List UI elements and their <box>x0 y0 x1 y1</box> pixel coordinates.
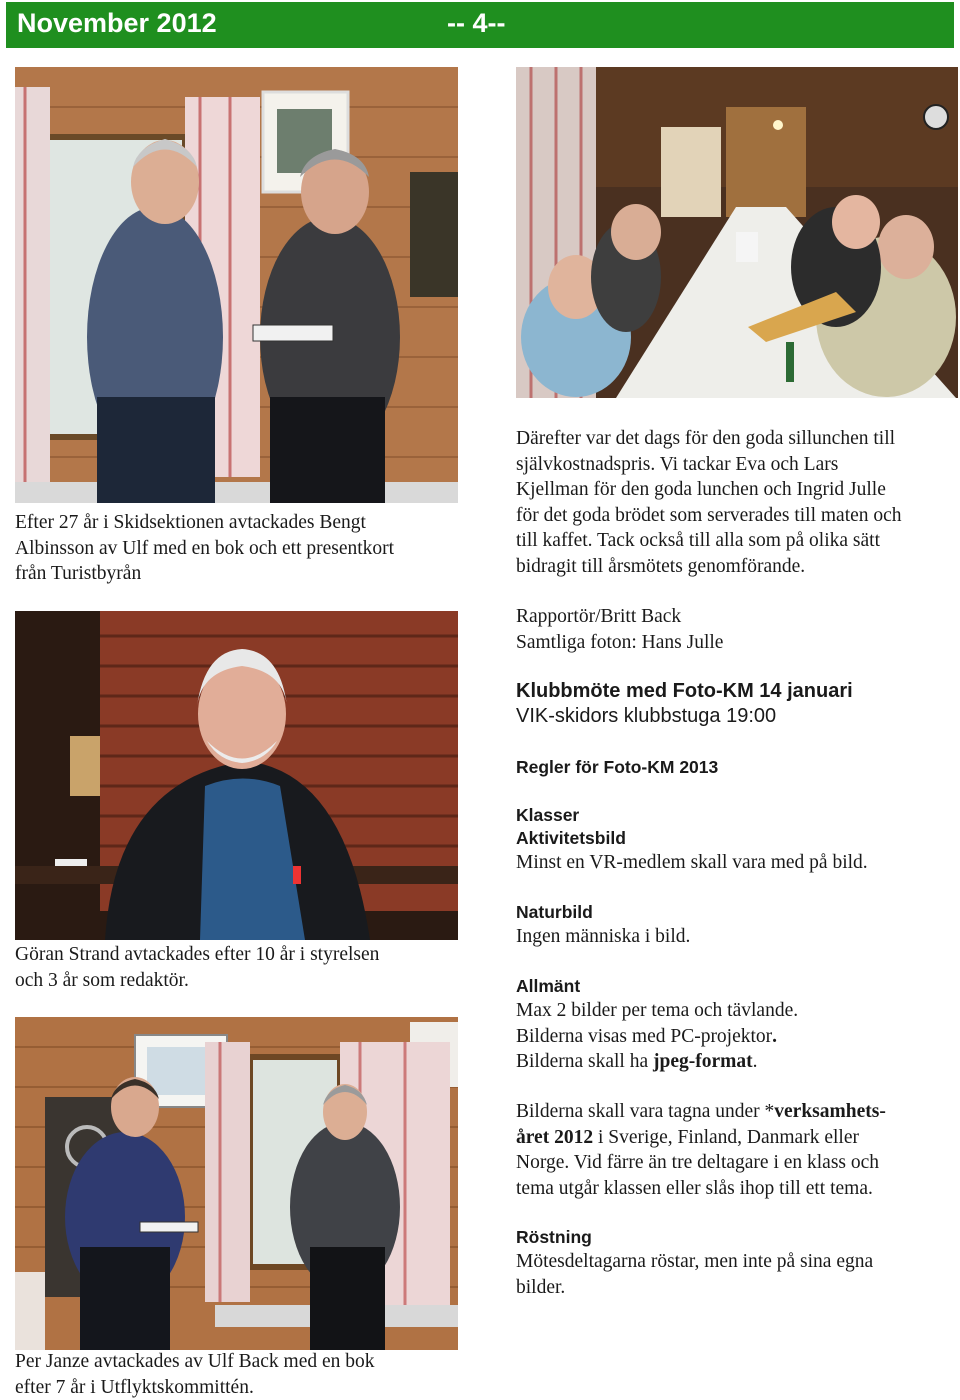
article-line: självkostnadspris. Vi tackar Eva och Lars <box>516 453 839 475</box>
caption-line: Göran Strand avtackades efter 10 år i styrelsen <box>15 944 380 965</box>
caption-line: Per Janze avtackades av Ulf Back med en bok <box>15 1351 375 1372</box>
article-line: Kjellman för den goda lunchen och Ingrid Julle <box>516 479 886 500</box>
rules-classes <box>516 804 956 876</box>
meeting-announcement <box>516 679 956 729</box>
nature-text: Ingen människa i bild. <box>516 926 691 947</box>
meeting-location: VIK-skidors klubbstuga 19:00 <box>516 705 777 727</box>
classes-heading: Klasser <box>516 805 580 825</box>
photo-dinner-table <box>516 67 958 398</box>
article-line: till kaffet. Tack också till alla som på olika sätt <box>516 530 880 551</box>
rules-nature <box>516 901 956 950</box>
text-run-bold: verksamhets- <box>774 1101 886 1122</box>
text-run: i Sverige, Finland, Danmark eller <box>593 1126 859 1148</box>
article-line: för det goda brödet som serverades till maten och <box>516 504 902 526</box>
general-line: Max 2 bilder per tema och tävlande. <box>516 1000 799 1021</box>
rules-period <box>516 1099 956 1201</box>
article-lunch <box>516 426 956 579</box>
rules-voting <box>516 1226 956 1300</box>
photo-two-men-presentation <box>15 67 458 503</box>
general-line <box>516 1024 956 1050</box>
text-run-bold: jpeg-format <box>653 1051 753 1072</box>
rules-title: Regler för Foto-KM 2013 <box>516 757 719 777</box>
article-line: bidragit till årsmötets genomförande. <box>516 555 806 577</box>
photo-goran-strand <box>15 611 458 940</box>
caption-goran-strand <box>15 942 455 993</box>
meeting-title: Klubbmöte med Foto-KM 14 januari <box>516 680 853 702</box>
photographer-credit: Samtliga foton: Hans Julle <box>516 631 724 653</box>
text-run: Bilderna skall vara tagna under * <box>516 1101 775 1122</box>
text-run: Bilderna visas med PC-projektor <box>516 1025 773 1047</box>
period-line: tema utgår klassen eller slås ihop till ett tema. <box>516 1177 873 1199</box>
voting-heading: Röstning <box>516 1227 592 1247</box>
caption-line: Albinsson av Ulf med en bok och ett presentkort <box>15 537 395 559</box>
text-run-bold: . <box>772 1025 778 1047</box>
caption-line: från Turistbyrån <box>15 563 142 584</box>
caption-per-janze <box>15 1349 455 1400</box>
general-heading: Allmänt <box>516 976 581 996</box>
photo-per-janze <box>15 1017 458 1350</box>
caption-line: efter 7 år i Utflyktskommittén. <box>15 1376 254 1398</box>
caption-line: och 3 år som redaktör. <box>15 969 189 991</box>
activity-heading: Aktivitetsbild <box>516 828 626 848</box>
text-run: . <box>752 1051 758 1072</box>
period-line: Norge. Vid färre än tre deltagare i en klass och <box>516 1152 880 1173</box>
article-credits <box>516 604 956 655</box>
voting-line: bilder. <box>516 1276 566 1298</box>
period-line <box>516 1125 956 1151</box>
rules-general <box>516 975 956 1075</box>
caption-line: Efter 27 år i Skidsektionen avtackades Bengt <box>15 512 366 533</box>
page-header <box>6 2 954 48</box>
article-line: Därefter var det dags för den goda sillunchen till <box>516 428 896 449</box>
header-month: November 2012 <box>17 8 217 38</box>
period-line <box>516 1099 956 1125</box>
voting-line: Mötesdeltagarna röstar, men inte på sina egna <box>516 1251 874 1272</box>
caption-bengt-albinsson <box>15 510 455 587</box>
nature-heading: Naturbild <box>516 902 593 922</box>
text-run: Bilderna skall ha <box>516 1051 654 1072</box>
activity-text: Minst en VR-medlem skall vara med på bild. <box>516 852 868 873</box>
reporter-credit: Rapportör/Britt Back <box>516 606 682 627</box>
text-run-bold: året 2012 <box>516 1126 594 1148</box>
general-line <box>516 1049 956 1075</box>
header-page-number: -- 4-- <box>447 8 506 38</box>
